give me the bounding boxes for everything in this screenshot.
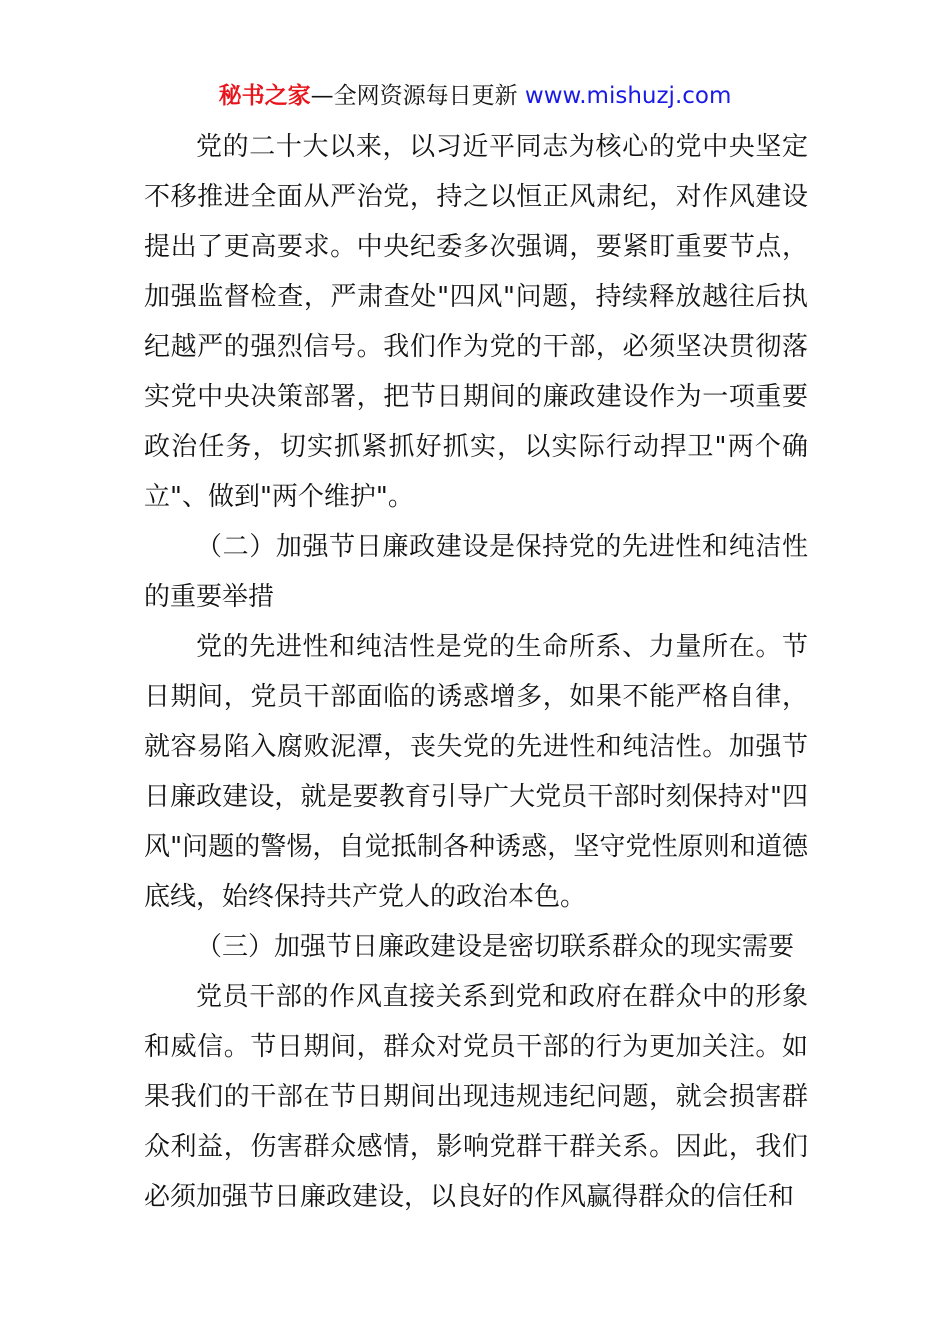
section-heading-3: （三）加强节日廉政建设是密切联系群众的现实需要 bbox=[196, 932, 795, 962]
site-url-link[interactable]: www.mishuzj.com bbox=[524, 83, 732, 109]
site-slogan: —全网资源每日更新 bbox=[310, 83, 525, 109]
body-paragraph-3: 党员干部的作风直接关系到党和政府在群众中的形象和威信。节日期间，群众对党员干部的行为更加关注。如果我们的干部在节日期间出现违规违纪问题，就会损害群众利益，伤害群众感情，影响党群干群关系。因此，我们必须加强节日廉政建设，以良好的作风赢得群众的信任和 bbox=[144, 982, 808, 1212]
site-brand: 秘书之家 bbox=[218, 83, 311, 109]
document-body bbox=[144, 122, 808, 1222]
site-header bbox=[0, 80, 950, 112]
body-paragraph-1: 党的二十大以来，以习近平同志为核心的党中央坚定不移推进全面从严治党，持之以恒正风肃纪，对作风建设提出了更高要求。中央纪委多次强调，要紧盯重要节点，加强监督检查，严肃查处"四风"问题，持续释放越往后执纪越严的强烈信号。我们作为党的干部，必须坚决贯彻落实党中央决策部署，把节日期间的廉政建设作为一项重要政治任务，切实抓紧抓好抓实，以实际行动捍卫"两个确立"、做到"两个维护"。 bbox=[144, 132, 808, 512]
section-heading-2: （二）加强节日廉政建设是保持党的先进性和纯洁性的重要举措 bbox=[144, 532, 808, 612]
body-paragraph-2: 党的先进性和纯洁性是党的生命所系、力量所在。节日期间，党员干部面临的诱惑增多，如果不能严格自律，就容易陷入腐败泥潭，丧失党的先进性和纯洁性。加强节日廉政建设，就是要教育引导广大党员干部时刻保持对"四风"问题的警惕，自觉抵制各种诱惑，坚守党性原则和道德底线，始终保持共产党人的政治本色。 bbox=[144, 632, 808, 912]
